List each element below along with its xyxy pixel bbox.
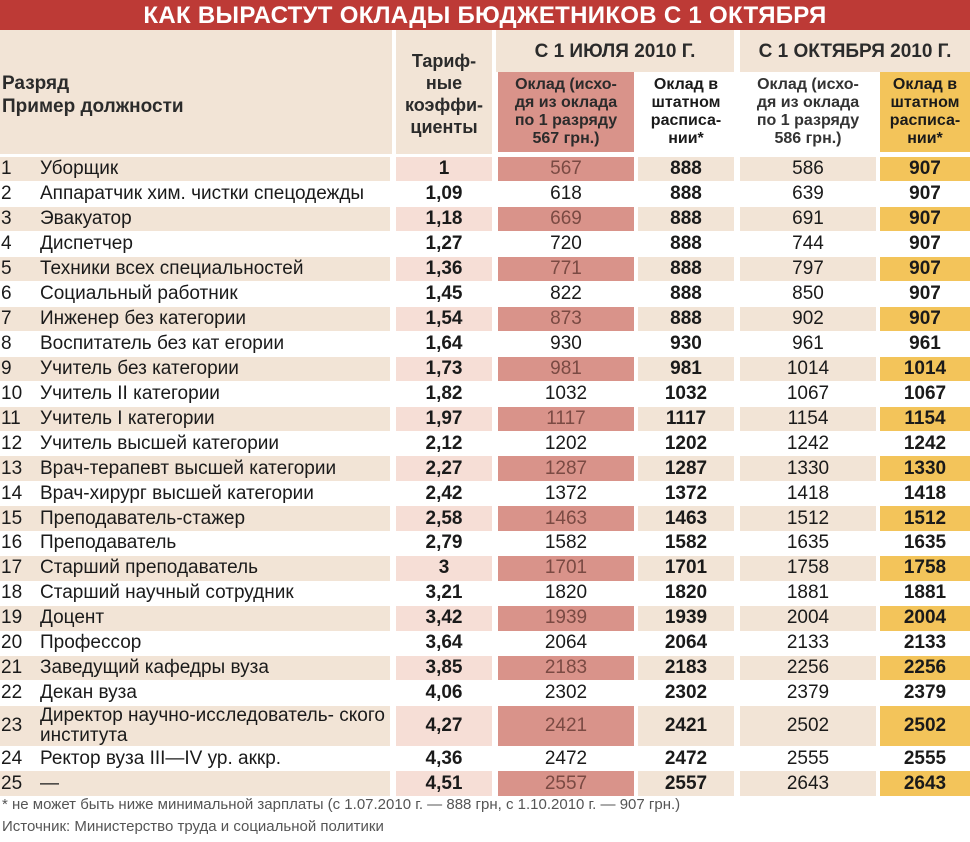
coefficient-cell: 4,06 (396, 681, 492, 705)
rank-cell: 18 (1, 582, 23, 604)
position-cell: Старший научный сотрудник (40, 582, 294, 604)
header-line: Оклад в (653, 76, 719, 93)
header-october-base-salary (740, 72, 876, 152)
table-row (0, 431, 970, 455)
july-base-salary-cell: 1701 (498, 556, 634, 580)
position-cell: Старший преподаватель (40, 556, 390, 580)
rank-cell: 11 (0, 407, 40, 431)
table-row (0, 182, 970, 206)
header-coef-line: ные (425, 73, 463, 93)
october-staff-salary-cell: 2502 (880, 706, 970, 746)
table-title: КАК ВЫРАСТУТ ОКЛАДЫ БЮДЖЕТНИКОВ С 1 ОКТЯБРЯ (0, 0, 970, 30)
table-row (0, 307, 970, 331)
october-base-salary-cell: 691 (740, 207, 876, 231)
position-cell: Техники всех специальностей (40, 257, 390, 281)
july-staff-salary-cell: 2557 (638, 771, 734, 795)
october-base-salary-cell: 1154 (740, 407, 876, 431)
footnote: * не может быть ниже минимальной зарплаты (с 1.07.2010 г. — 888 грн, с 1.10.2010 г. — 907 грн.) (2, 796, 681, 813)
header-coef-line: Тариф- (411, 51, 477, 71)
october-staff-salary-cell: 2379 (880, 681, 970, 705)
july-base-salary-cell: 1202 (498, 431, 634, 455)
position-cell: Аппаратчик хим. чистки спецодежды (40, 183, 365, 205)
july-staff-salary-cell: 888 (638, 157, 734, 181)
rank-cell: 15 (0, 506, 40, 530)
table-row (0, 706, 970, 746)
header-line: нии* (907, 130, 943, 147)
rank-cell: 16 (1, 532, 23, 554)
table-row (0, 581, 970, 605)
header-line: расписа- (650, 112, 722, 129)
october-base-salary-cell: 1014 (740, 357, 876, 381)
october-base-salary-cell: 744 (740, 232, 876, 256)
coefficient-cell: 1,45 (396, 282, 492, 306)
october-base-salary-cell: 1242 (740, 431, 876, 455)
october-base-salary-cell: 2555 (740, 746, 876, 770)
position-cell: Директор научно-исследователь- ского института (40, 706, 390, 746)
position-cell: Преподаватель (40, 532, 177, 554)
position-cell: Учитель II категории (40, 382, 220, 404)
coefficient-cell: 3,21 (396, 581, 492, 605)
october-base-salary-cell: 1330 (740, 456, 876, 480)
rank-cell: 9 (0, 357, 40, 381)
july-staff-salary-cell: 1820 (638, 581, 734, 605)
position-cell: Ректор вуза III—IV ур. аккр. (40, 747, 282, 769)
october-staff-salary-cell: 2133 (880, 631, 970, 655)
coefficient-cell: 3,85 (396, 656, 492, 680)
july-base-salary-cell: 1287 (498, 456, 634, 480)
header-rank-position (0, 30, 392, 154)
october-base-salary-cell: 586 (740, 157, 876, 181)
rank-cell: 24 (1, 747, 23, 769)
position-cell: Учитель без категории (40, 357, 390, 381)
position-cell: Врач-хирург высшей категории (40, 482, 314, 504)
header-line: Оклад (исхо- (757, 76, 859, 93)
table-row (0, 382, 970, 406)
position-cell: Инженер без категории (40, 307, 390, 331)
coefficient-cell: 4,27 (396, 706, 492, 746)
july-staff-salary-cell: 1032 (638, 382, 734, 406)
rank-cell: 20 (1, 632, 23, 654)
july-staff-salary-cell: 2421 (638, 706, 734, 746)
header-line: 586 грн.) (774, 130, 842, 147)
header-line: по 1 разряду (756, 112, 860, 129)
position-cell: Уборщик (40, 157, 390, 181)
coefficient-cell: 3,64 (396, 631, 492, 655)
coefficient-cell: 3 (396, 556, 492, 580)
october-base-salary-cell: 2004 (740, 606, 876, 630)
october-base-salary-cell: 1758 (740, 556, 876, 580)
october-base-salary-cell: 797 (740, 257, 876, 281)
position-cell: Воспитатель без кат егории (40, 332, 285, 354)
position-cell: Эвакуатор (40, 207, 390, 231)
july-base-salary-cell: 930 (498, 332, 634, 356)
july-staff-salary-cell: 2183 (638, 656, 734, 680)
october-base-salary-cell: 2133 (740, 631, 876, 655)
coefficient-cell: 4,36 (396, 746, 492, 770)
header-july-staff-salary (638, 72, 734, 152)
october-staff-salary-cell: 1758 (880, 556, 970, 580)
coefficient-cell: 2,27 (396, 456, 492, 480)
rank-cell: 6 (1, 282, 12, 304)
coefficient-cell: 1,36 (396, 257, 492, 281)
position-cell: Преподаватель-стажер (40, 506, 390, 530)
rank-cell: 17 (0, 556, 40, 580)
july-staff-salary-cell: 1701 (638, 556, 734, 580)
header-line: дя из оклада (514, 94, 618, 111)
october-base-salary-cell: 2379 (740, 681, 876, 705)
october-staff-salary-cell: 1242 (880, 431, 970, 455)
coefficient-cell: 2,42 (396, 481, 492, 505)
header-position-label: Пример должности (2, 96, 184, 117)
table-row (0, 746, 970, 770)
table-row (0, 282, 970, 306)
header-coef-line: коэффи- (404, 95, 484, 115)
table-row (0, 407, 970, 431)
coefficient-cell: 1,18 (396, 207, 492, 231)
table-row (0, 506, 970, 530)
july-staff-salary-cell: 1287 (638, 456, 734, 480)
table-row (0, 531, 970, 555)
coefficient-cell: 1,64 (396, 332, 492, 356)
october-staff-salary-cell: 1067 (880, 382, 970, 406)
july-base-salary-cell: 981 (498, 357, 634, 381)
july-staff-salary-cell: 930 (638, 332, 734, 356)
october-staff-salary-cell: 1635 (880, 531, 970, 555)
rank-cell: 14 (1, 482, 23, 504)
july-staff-salary-cell: 2064 (638, 631, 734, 655)
position-cell: Учитель I категории (40, 407, 390, 431)
rank-cell: 25 (0, 771, 40, 795)
october-staff-salary-cell: 907 (880, 207, 970, 231)
coefficient-cell: 1,54 (396, 307, 492, 331)
october-base-salary-cell: 2643 (740, 771, 876, 795)
position-cell: Заведущий кафедры вуза (40, 656, 390, 680)
october-base-salary-cell: 1635 (740, 531, 876, 555)
october-staff-salary-cell: 1881 (880, 581, 970, 605)
header-line: расписа- (889, 112, 961, 129)
july-base-salary-cell: 1582 (498, 531, 634, 555)
july-staff-salary-cell: 1117 (638, 407, 734, 431)
table-row (0, 357, 970, 381)
rank-cell: 23 (0, 706, 40, 746)
coefficient-cell: 2,79 (396, 531, 492, 555)
july-staff-salary-cell: 2302 (638, 681, 734, 705)
july-base-salary-cell: 720 (498, 232, 634, 256)
july-staff-salary-cell: 1202 (638, 431, 734, 455)
source-note: Источник: Министерство труда и социальной политики (2, 818, 384, 835)
july-staff-salary-cell: 888 (638, 232, 734, 256)
header-rank-label: Разряд (2, 73, 70, 94)
july-base-salary-cell: 1820 (498, 581, 634, 605)
rank-cell: 10 (1, 382, 23, 404)
october-base-salary-cell: 1418 (740, 481, 876, 505)
rank-cell: 22 (1, 682, 23, 704)
coefficient-cell: 3,42 (396, 606, 492, 630)
header-line: 567 грн.) (532, 130, 600, 147)
october-staff-salary-cell: 2256 (880, 656, 970, 680)
rank-cell: 19 (0, 606, 40, 630)
rank-cell: 13 (0, 456, 40, 480)
table-row (0, 232, 970, 256)
october-staff-salary-cell: 907 (880, 157, 970, 181)
header-line: штатном (890, 94, 960, 111)
rank-cell: 3 (0, 207, 40, 231)
october-staff-salary-cell: 907 (880, 232, 970, 256)
october-staff-salary-cell: 1512 (880, 506, 970, 530)
october-staff-salary-cell: 961 (880, 332, 970, 356)
rank-cell: 7 (0, 307, 40, 331)
table-row (0, 157, 970, 181)
coefficient-cell: 4,51 (396, 771, 492, 795)
rank-cell: 2 (1, 183, 12, 205)
july-staff-salary-cell: 888 (638, 182, 734, 206)
header-coefficients (396, 30, 492, 154)
october-staff-salary-cell: 1418 (880, 481, 970, 505)
july-staff-salary-cell: 981 (638, 357, 734, 381)
october-staff-salary-cell: 1014 (880, 357, 970, 381)
header-group-july: С 1 ИЮЛЯ 2010 Г. (496, 30, 734, 72)
position-cell: — (40, 771, 390, 795)
october-base-salary-cell: 2502 (740, 706, 876, 746)
july-base-salary-cell: 618 (498, 182, 634, 206)
july-base-salary-cell: 1939 (498, 606, 634, 630)
october-base-salary-cell: 639 (740, 182, 876, 206)
july-base-salary-cell: 2557 (498, 771, 634, 795)
coefficient-cell: 1 (396, 157, 492, 181)
coefficient-cell: 1,73 (396, 357, 492, 381)
header-line: дя из оклада (756, 94, 860, 111)
july-base-salary-cell: 2302 (498, 681, 634, 705)
rank-cell: 4 (1, 233, 12, 255)
coefficient-cell: 1,82 (396, 382, 492, 406)
table-row (0, 606, 970, 630)
rank-cell: 5 (0, 257, 40, 281)
october-staff-salary-cell: 1154 (880, 407, 970, 431)
october-staff-salary-cell: 907 (880, 282, 970, 306)
coefficient-cell: 2,12 (396, 431, 492, 455)
header-line: нии* (668, 130, 704, 147)
october-base-salary-cell: 1067 (740, 382, 876, 406)
header-coef-line: циенты (410, 117, 478, 137)
header-july-base-salary (498, 72, 634, 152)
table-row (0, 207, 970, 231)
october-staff-salary-cell: 1330 (880, 456, 970, 480)
header-group-october: С 1 ОКТЯБРЯ 2010 Г. (740, 30, 970, 72)
rank-cell: 1 (0, 157, 40, 181)
july-base-salary-cell: 2421 (498, 706, 634, 746)
july-staff-salary-cell: 1463 (638, 506, 734, 530)
table-row (0, 257, 970, 281)
table-row (0, 556, 970, 580)
october-staff-salary-cell: 907 (880, 257, 970, 281)
position-cell: Учитель высшей категории (40, 432, 280, 454)
coefficient-cell: 1,27 (396, 232, 492, 256)
october-base-salary-cell: 961 (740, 332, 876, 356)
july-base-salary-cell: 822 (498, 282, 634, 306)
october-base-salary-cell: 1881 (740, 581, 876, 605)
table-row (0, 656, 970, 680)
october-staff-salary-cell: 2004 (880, 606, 970, 630)
header-line: Оклад в (892, 76, 958, 93)
october-base-salary-cell: 850 (740, 282, 876, 306)
table-row (0, 631, 970, 655)
position-cell: Профессор (40, 632, 142, 654)
october-base-salary-cell: 2256 (740, 656, 876, 680)
october-staff-salary-cell: 2643 (880, 771, 970, 795)
table-row (0, 332, 970, 356)
july-base-salary-cell: 2183 (498, 656, 634, 680)
july-staff-salary-cell: 888 (638, 282, 734, 306)
july-staff-salary-cell: 1582 (638, 531, 734, 555)
header-october-staff-salary (880, 72, 970, 152)
rank-cell: 12 (1, 432, 23, 454)
july-staff-salary-cell: 888 (638, 257, 734, 281)
header-line: штатном (651, 94, 721, 111)
position-cell: Доцент (40, 606, 390, 630)
table-row (0, 771, 970, 795)
coefficient-cell: 1,97 (396, 407, 492, 431)
coefficient-cell: 2,58 (396, 506, 492, 530)
july-staff-salary-cell: 1372 (638, 481, 734, 505)
july-base-salary-cell: 873 (498, 307, 634, 331)
july-base-salary-cell: 2064 (498, 631, 634, 655)
october-base-salary-cell: 902 (740, 307, 876, 331)
july-base-salary-cell: 567 (498, 157, 634, 181)
july-staff-salary-cell: 1939 (638, 606, 734, 630)
coefficient-cell: 1,09 (396, 182, 492, 206)
july-base-salary-cell: 1032 (498, 382, 634, 406)
july-staff-salary-cell: 888 (638, 307, 734, 331)
position-cell: Декан вуза (40, 682, 137, 704)
rank-cell: 8 (1, 332, 12, 354)
july-base-salary-cell: 1463 (498, 506, 634, 530)
table-row (0, 481, 970, 505)
october-staff-salary-cell: 907 (880, 307, 970, 331)
table-row (0, 456, 970, 480)
october-staff-salary-cell: 907 (880, 182, 970, 206)
october-staff-salary-cell: 2555 (880, 746, 970, 770)
july-base-salary-cell: 2472 (498, 746, 634, 770)
july-base-salary-cell: 1117 (498, 407, 634, 431)
july-base-salary-cell: 1372 (498, 481, 634, 505)
october-base-salary-cell: 1512 (740, 506, 876, 530)
position-cell: Социальный работник (40, 282, 238, 304)
july-staff-salary-cell: 2472 (638, 746, 734, 770)
position-cell: Диспетчер (40, 233, 133, 255)
table-row (0, 681, 970, 705)
position-cell: Врач-терапевт высшей категории (40, 456, 390, 480)
header-line: Оклад (исхо- (515, 76, 617, 93)
header-line: по 1 разряду (514, 112, 618, 129)
july-staff-salary-cell: 888 (638, 207, 734, 231)
rank-cell: 21 (0, 656, 40, 680)
july-base-salary-cell: 669 (498, 207, 634, 231)
july-base-salary-cell: 771 (498, 257, 634, 281)
